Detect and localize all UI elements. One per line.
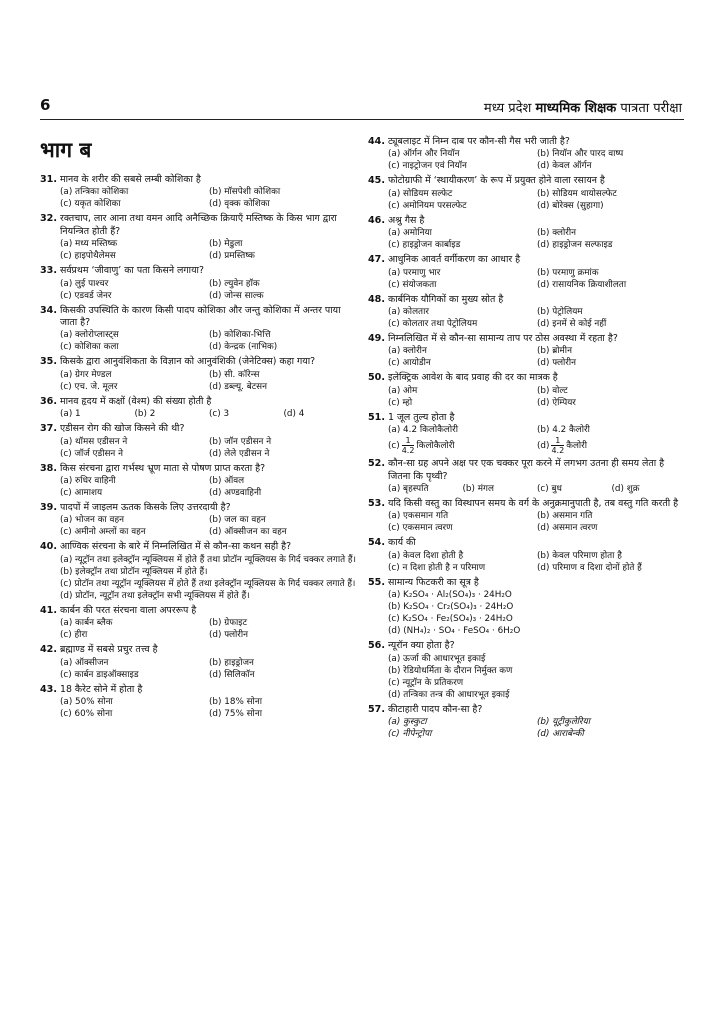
answer-option[interactable]: (b) कोशिका-भित्ति [209, 330, 271, 341]
answer-option[interactable]: (b) सोडियम थायोसल्फेट [537, 188, 617, 199]
answer-option[interactable]: (c) 3 [209, 409, 230, 420]
question-number: 48. [368, 293, 385, 305]
answer-option[interactable]: (b) नियॉन और पारद वाष्प [537, 149, 624, 160]
question-text: कार्बनिक यौगिकों का मुख्य स्रोत है [388, 293, 504, 305]
question-text: किसकी उपस्थिति के कारण किसी पादप कोशिका और जन्तु कोशिका में अन्तर पाया जाता है? [60, 304, 341, 329]
answer-option[interactable]: (a) परमाणु भार [388, 267, 441, 278]
fraction-denominator: 4.2 [551, 446, 565, 456]
fraction-numerator: 1 [551, 436, 564, 446]
question-number: 31. [40, 174, 57, 185]
question-38 [40, 463, 358, 499]
answer-option[interactable]: (d) हाइड्रोजन सल्फाइड [537, 240, 613, 251]
answer-option[interactable]: (d) (NH₄)₂ · SO₄ · FeSO₄ · 6H₂O [388, 626, 521, 637]
answer-option[interactable]: (c) हीरा [60, 630, 88, 641]
fraction [402, 436, 415, 455]
section-title: भाग ब [40, 137, 92, 162]
question-number: 45. [368, 175, 385, 187]
answer-option[interactable]: (a) 50% सोना [60, 697, 113, 708]
question-text: एडीसन रोग की खोज किसने की थी? [60, 423, 185, 435]
options-group [60, 329, 358, 353]
question-text: किसके द्वारा आनुवंशिकता के विज्ञान को आनुवंशिकी (जेनेटिक्स) कहा गया? [60, 356, 316, 368]
exam-title-suffix: पात्रता परीक्षा [616, 101, 682, 116]
question-37 [40, 423, 358, 459]
options-group [388, 550, 686, 574]
answer-option[interactable]: (a) ऑक्सीजन [60, 657, 109, 668]
options-group [388, 306, 686, 330]
answer-option[interactable]: (b) केवल परिमाण होता है [537, 550, 622, 561]
answer-option[interactable]: (a) ग्रेगर मेण्डल [60, 369, 112, 380]
answer-option[interactable]: (d) तन्त्रिका तन्त्र की आधारभूत इकाई [388, 689, 510, 700]
question-text: 1 जूल तुल्य होता है [388, 411, 455, 423]
answer-option[interactable]: (d) केवल ऑर्गन [537, 161, 592, 172]
answer-option[interactable]: (a) ओम [388, 385, 418, 396]
answer-option[interactable]: (c) हाइड्रोजन कार्बाइड [388, 240, 461, 251]
question-text: आधुनिक आवर्त वर्गीकरण का आधार है [388, 254, 521, 266]
answer-option[interactable]: (c) म्हो [388, 397, 413, 408]
answer-option[interactable]: (c) एडवर्ड जेनर [60, 290, 112, 301]
answer-option[interactable]: (a) सोडियम सल्फेट [388, 188, 453, 199]
question-number: 50. [368, 372, 385, 384]
answer-option[interactable]: (a) भोजन का वहन [60, 515, 124, 526]
question-text: रक्तचाप, लार आना तथा वमन आदि अनैच्छिक क्रियाएँ मस्तिष्क के किस भाग द्वारा नियन्त्रित होती हैं? [60, 213, 337, 237]
answer-option[interactable] [537, 436, 686, 455]
answer-option[interactable]: (d) डब्ल्यू. बेटसन [209, 381, 268, 392]
answer-option[interactable]: (d) प्रमस्तिष्क [209, 251, 255, 262]
answer-option[interactable]: (c) कोशिका कला [60, 342, 119, 353]
options-group [60, 657, 358, 681]
question-42 [40, 644, 358, 680]
answer-option[interactable]: (c) अमोनियम परसल्फेट [388, 200, 467, 211]
answer-option[interactable]: (b) जल का वहन [209, 515, 266, 526]
answer-option[interactable]: (b) मेडुला [209, 239, 243, 250]
options-group [388, 653, 686, 701]
options-group [388, 510, 686, 534]
answer-option[interactable]: (b) सी. कॉरेन्स [209, 369, 260, 380]
answer-option[interactable]: (a) 1 [60, 409, 81, 420]
answer-option[interactable]: (b) परमाणु क्रमांक [537, 267, 599, 278]
question-text: फोटोग्राफी में ‘स्थायीकरण’ के रूप में प्रयुक्त होने वाला रसायन है [388, 175, 605, 187]
left-column [40, 136, 358, 723]
options-group [60, 186, 358, 210]
answer-option[interactable]: (d) 75% सोना [209, 709, 262, 720]
question-text: 18 कैरेट सोने में होता है [60, 683, 143, 695]
question-text: किस संरचना द्वारा गर्भस्थ भ्रूण माता से पोषण प्राप्त करता है? [60, 462, 266, 474]
options-group [60, 408, 358, 420]
right-column [368, 136, 686, 743]
question-text: आण्विक संरचना के बारे में निम्नलिखित में से कौन-सा कथन सही है? [60, 541, 292, 553]
answer-option[interactable]: (b) 4.2 कैलोरी [537, 425, 590, 436]
answer-option[interactable]: (c) कोलतार तथा पेट्रोलियम [388, 319, 478, 330]
answer-option[interactable]: (d) बोरेक्स (सुहागा) [537, 200, 604, 211]
answer-option[interactable]: (a) क्लोरीन [388, 346, 427, 357]
answer-option[interactable]: (d) अण्डवाहिनी [209, 488, 262, 499]
answer-option[interactable]: (b) जॉन एडीसन ने [209, 436, 272, 447]
question-32 [40, 213, 358, 262]
answer-option[interactable]: (b) हाइड्रोजन [209, 657, 254, 668]
answer-option[interactable]: (c) प्रोटॉन तथा न्यूट्रॉन न्यूक्लियस में होते हैं तथा इलेक्ट्रॉन न्यूक्लियस के गिर्द चक्कर लगाते हैं। [60, 578, 356, 589]
options-group [60, 554, 358, 602]
question-text: पादपों में जाइलम ऊतक किसके लिए उत्तरदायी है? [60, 502, 231, 514]
question-number: 52. [368, 458, 385, 470]
answer-option[interactable]: (d) जोन्स साल्क [209, 290, 264, 301]
options-group [60, 475, 358, 499]
answer-option[interactable]: (a) न्यूट्रॉन तथा इलेक्ट्रॉन न्यूक्लियस में होते हैं तथा प्रोटॉन न्यूक्लियस के गिर्द चक्कर लगाते हैं। [60, 554, 356, 565]
answer-option[interactable]: (d) प्रोटॉन, न्यूट्रॉन तथा इलेक्ट्रॉन सभी न्यूक्लियस में होते हैं। [60, 590, 250, 601]
answer-option[interactable]: (b) 18% सोना [209, 697, 262, 708]
answer-option[interactable]: (b) पेट्रोलियम [537, 307, 583, 318]
answer-option[interactable]: (c) आयोडीन [388, 358, 431, 369]
question-number: 38. [40, 462, 57, 474]
options-group [388, 267, 686, 291]
question-36 [40, 396, 358, 420]
answer-option[interactable]: (d) शुक्र [611, 484, 640, 495]
answer-option[interactable]: (c) हाइपोथैलेमस [60, 251, 116, 262]
answer-option[interactable]: (a) एकसमान गति [388, 511, 449, 522]
question-text: मानव हृदय में कक्षों (वेश्म) की संख्या होती है [60, 395, 212, 407]
answer-option[interactable]: (a) ऊर्जा की आधारभूत इकाई [388, 653, 486, 664]
question-number: 36. [40, 395, 57, 407]
answer-option[interactable]: (b) मॉसपेशी कोशिका [209, 187, 281, 198]
question-text: कीटाहारी पादप कौन-सा है? [388, 703, 483, 715]
options-group [388, 589, 686, 637]
option-unit: किलोकैलोरी [416, 441, 455, 452]
options-group [60, 436, 358, 460]
question-number: 46. [368, 214, 385, 226]
page-number: 6 [40, 96, 51, 114]
question-text: यदि किसी वस्तु का विस्थापन समय के वर्ग के अनुक्रमानुपाती है, तब वस्तु गति करती है [388, 498, 679, 510]
question-number: 41. [40, 604, 57, 616]
answer-option[interactable]: (b) मंगल [462, 484, 494, 495]
question-number: 44. [368, 136, 385, 147]
answer-option[interactable]: (c) 60% सोना [60, 709, 113, 720]
question-55 [368, 577, 686, 637]
option-label: (d) [537, 441, 550, 452]
answer-option[interactable]: (a) रुधिर वाहिनी [60, 476, 116, 487]
answer-option[interactable]: (c) नाइट्रोजन एवं नियॉन [388, 161, 467, 172]
fraction-denominator: 4.2 [401, 446, 415, 456]
question-number: 40. [40, 541, 57, 553]
question-52 [368, 458, 686, 495]
answer-option[interactable]: (a) अमोनिया [388, 228, 432, 239]
answer-option[interactable]: (a) ऑर्गन और नियॉन [388, 149, 460, 160]
question-number: 53. [368, 498, 385, 510]
question-number: 49. [368, 333, 385, 345]
question-56 [368, 640, 686, 700]
question-33 [40, 265, 358, 301]
question-46 [368, 215, 686, 251]
question-49 [368, 333, 686, 369]
answer-option[interactable]: (b) ल्युवेन हॉक [209, 278, 260, 289]
question-41 [40, 605, 358, 641]
answer-option[interactable] [388, 436, 537, 455]
question-number: 39. [40, 502, 57, 514]
answer-option[interactable]: (d) आराबेन्की [537, 729, 584, 740]
question-number: 47. [368, 254, 385, 266]
answer-option[interactable]: (d) लेले एडीसन ने [209, 448, 270, 459]
exam-title [484, 98, 682, 116]
question-51 [368, 412, 686, 455]
answer-option[interactable]: (b) क्लोरीन [537, 228, 577, 239]
answer-option[interactable]: (b) असमान गति [537, 511, 593, 522]
answer-option[interactable]: (d) इनमें से कोई नहीं [537, 319, 607, 330]
answer-option[interactable]: (b) ऑवल [209, 476, 245, 487]
question-text: ब्रह्माण्ड में सबसे प्रचुर तत्त्व है [60, 644, 158, 656]
answer-option[interactable]: (a) मध्य मस्तिष्क [60, 239, 118, 250]
options-group [60, 278, 358, 302]
option-label: (c) [388, 441, 400, 452]
question-text: कार्बन की परत संरचना वाला अपररूप है [60, 604, 197, 616]
exam-title-prefix: मध्य प्रदेश [483, 101, 536, 116]
question-45 [368, 175, 686, 211]
question-53 [368, 498, 686, 534]
answer-option[interactable]: (d) सिलिकॉन [209, 669, 255, 680]
answer-option[interactable]: (c) न दिशा होती है न परिमाण [388, 562, 486, 573]
question-text: न्यूरॉन क्या होता है? [388, 640, 455, 652]
answer-option[interactable]: (b) 2 [134, 409, 156, 420]
question-43 [40, 684, 358, 720]
answer-option[interactable]: (c) यकृत कोशिका [60, 199, 121, 210]
options-group [388, 188, 686, 212]
question-text: ट्यूबलाइट में निम्न दाब पर कौन-सी गैस भरी जाती है? [388, 136, 570, 147]
question-number: 42. [40, 644, 57, 656]
exam-title-bold: माध्यमिक शिक्षक [535, 101, 617, 116]
answer-option[interactable]: (a) लुई पाश्चर [60, 278, 109, 289]
answer-option[interactable]: (d) 4 [283, 409, 305, 420]
answer-option[interactable]: (a) कोलतार [388, 307, 429, 318]
answer-option[interactable]: (d) ऐम्पियर [537, 397, 576, 408]
question-44 [368, 136, 686, 172]
answer-option[interactable]: (b) वोल्ट [537, 385, 568, 396]
answer-option[interactable]: (d) वृक्क कोशिका [209, 199, 270, 210]
options-group [60, 617, 358, 641]
options-group [388, 424, 686, 455]
options-group [388, 483, 686, 495]
question-34 [40, 305, 358, 354]
question-number: 55. [368, 576, 385, 588]
question-50 [368, 372, 686, 408]
question-47 [368, 254, 686, 290]
options-group [388, 227, 686, 251]
options-group [388, 148, 686, 172]
answer-option[interactable]: (a) थॉमस एडीसन ने [60, 436, 128, 447]
answer-option[interactable]: (a) 4.2 किलोकैलोरी [388, 425, 458, 436]
answer-option[interactable]: (d) परिमाण व दिशा दोनों होते हैं [537, 562, 642, 573]
question-number: 43. [40, 683, 57, 695]
question-number: 35. [40, 356, 57, 368]
answer-option[interactable]: (b) ग्रेफाइट [209, 618, 248, 629]
question-text: सामान्य फिटकरी का सूत्र है [388, 576, 479, 588]
answer-option[interactable]: (c) K₂SO₄ · Fe₂(SO₄)₃ · 24H₂O [388, 614, 513, 625]
question-31 [40, 174, 358, 210]
question-text: निम्नलिखित में से कौन-सा सामान्य ताप पर ठोस अवस्था में रहता है? [388, 333, 618, 345]
answer-option[interactable]: (d) फ्लोरीन [209, 630, 249, 641]
answer-option[interactable]: (a) बृहस्पति [388, 484, 429, 495]
answer-option[interactable]: (c) अमीनो अम्लों का वहन [60, 527, 146, 538]
question-number: 33. [40, 265, 57, 277]
question-text: कार्य की [388, 537, 416, 549]
question-40 [40, 541, 358, 601]
answer-option[interactable]: (c) संयोजकता [388, 279, 437, 290]
fraction-numerator: 1 [402, 436, 415, 446]
answer-option[interactable]: (b) रेडियोधर्मिता के दौरान निर्मुक्त कण [388, 665, 513, 676]
answer-option[interactable]: (b) यूट्रीकुलेरिया [537, 717, 591, 728]
options-group [388, 345, 686, 369]
answer-option[interactable]: (c) एकसमान त्वरण [388, 523, 453, 534]
answer-option[interactable]: (c) नीपेन्ट्रोपा [388, 729, 432, 740]
answer-option[interactable]: (c) न्यूट्रॉन के प्रतिकरण [388, 677, 464, 688]
answer-option[interactable]: (a) केवल दिशा होती है [388, 550, 464, 561]
answer-option[interactable]: (d) ऑक्सीजन का वहन [209, 527, 287, 538]
options-group [60, 696, 358, 720]
answer-option[interactable]: (d) फ्लोरीन [537, 358, 577, 369]
page-header [40, 96, 684, 120]
question-number: 54. [368, 537, 385, 549]
answer-option[interactable]: (a) कुस्कुटा [388, 717, 427, 728]
answer-option[interactable]: (b) ब्रोमीन [537, 346, 572, 357]
question-number: 51. [368, 411, 385, 423]
question-number: 57. [368, 703, 385, 715]
options-group [60, 514, 358, 538]
answer-option[interactable]: (b) K₂SO₄ · Cr₂(SO₄)₃ · 24H₂O [388, 602, 514, 613]
answer-option[interactable]: (d) रासायनिक क्रियाशीलता [537, 279, 627, 290]
fraction [551, 436, 564, 455]
answer-option[interactable]: (c) आमाशय [60, 488, 103, 499]
answer-option[interactable]: (a) क्लोरोप्लास्ट्स [60, 330, 119, 341]
question-text: सर्वप्रथम ‘जीवाणु’ का पता किसने लगाया? [60, 265, 204, 277]
question-number: 37. [40, 423, 57, 435]
answer-option[interactable]: (d) केन्द्रक (नाभिक) [209, 342, 278, 353]
question-54 [368, 537, 686, 573]
question-number: 34. [40, 304, 57, 316]
options-group [60, 369, 358, 393]
question-39 [40, 502, 358, 538]
answer-option[interactable]: (b) इलेक्ट्रॉन तथा प्रोटॉन न्यूक्लियस में होते हैं। [60, 566, 208, 577]
answer-option[interactable]: (a) K₂SO₄ · Al₂(SO₄)₃ · 24H₂O [388, 590, 512, 601]
answer-option[interactable]: (c) एच. जे. मूलर [60, 381, 118, 392]
answer-option[interactable]: (c) जॉर्ज एडीसन ने [60, 448, 123, 459]
answer-option[interactable]: (a) तन्त्रिका कोशिका [60, 187, 129, 198]
question-text: अश्रु गैस है [388, 214, 425, 226]
answer-option[interactable]: (d) असमान त्वरण [537, 523, 598, 534]
option-unit: कैलोरी [566, 441, 588, 452]
question-48 [368, 294, 686, 330]
answer-option[interactable]: (c) कार्बन डाइऑक्साइड [60, 669, 139, 680]
answer-option[interactable]: (c) बुध [537, 484, 562, 495]
question-57 [368, 704, 686, 740]
options-group [60, 238, 358, 262]
question-text: इलेक्ट्रिक आवेश के बाद प्रवाह की दर का मात्रक है [388, 372, 558, 384]
question-text: मानव के शरीर की सबसे लम्बी कोशिका है [60, 174, 201, 185]
answer-option[interactable]: (a) कार्बन ब्लैक [60, 618, 113, 629]
question-35 [40, 356, 358, 392]
question-text: कौन-सा ग्रह अपने अक्ष पर एक चक्कर पूरा करने में लगभग उतना ही समय लेता है जितना कि पृथ्वी? [388, 458, 665, 482]
question-number: 56. [368, 640, 385, 652]
options-group [388, 385, 686, 409]
options-group [388, 716, 686, 740]
question-number: 32. [40, 213, 57, 225]
